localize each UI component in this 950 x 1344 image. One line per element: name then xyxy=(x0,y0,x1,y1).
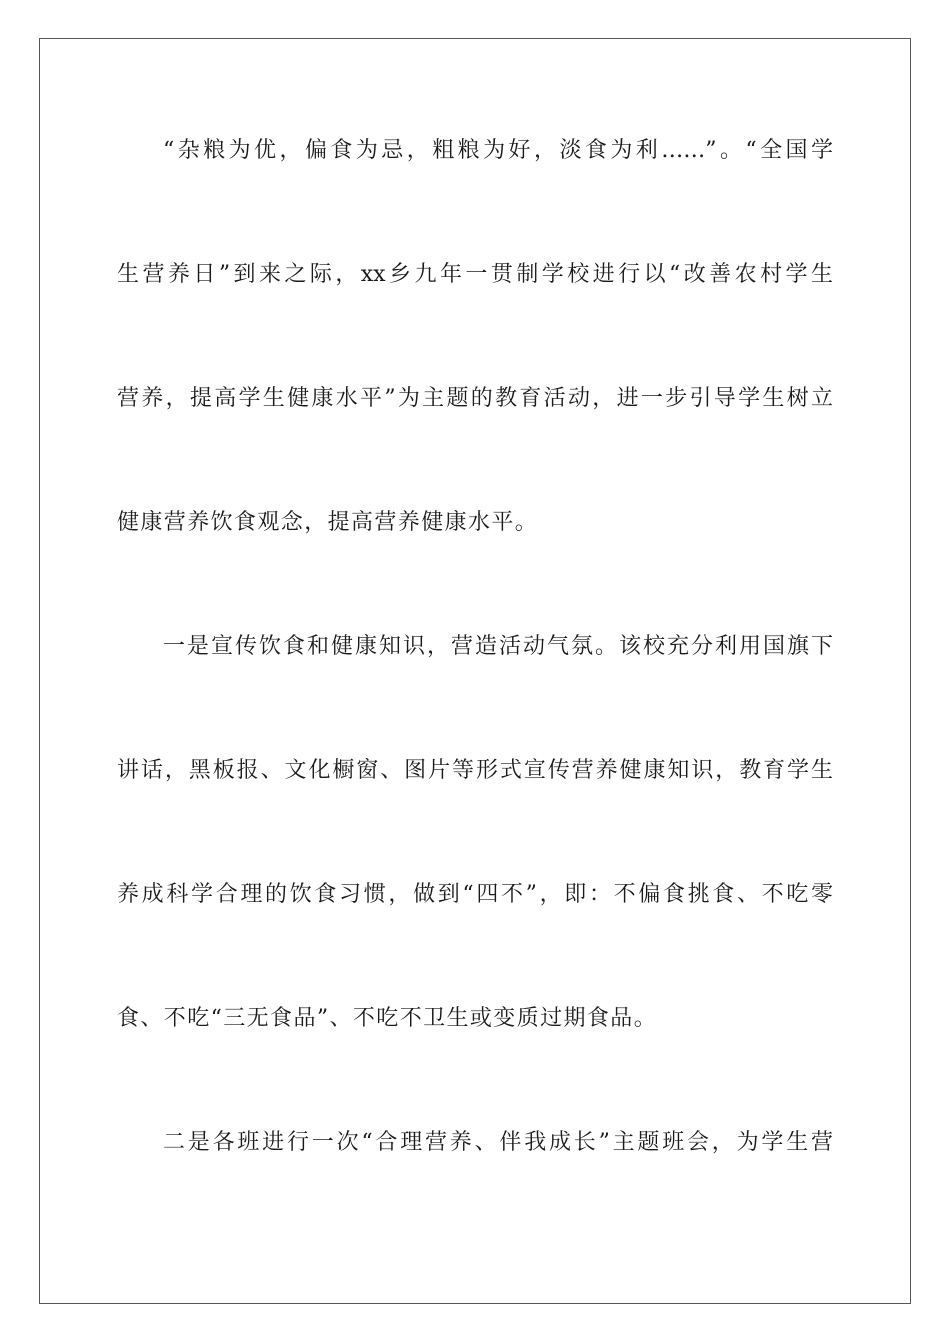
paragraph-2-line-4: 食、不吃“三无食品”、不吃不卫生或变质过期食品。 xyxy=(117,1006,658,1031)
paragraph-1-line-3: 营养，提高学生健康水平”为主题的教育活动，进一步引导学生树立 xyxy=(117,386,833,411)
paragraph-2-line-2: 讲话，黑板报、文化橱窗、图片等形式宣传营养健康知识，教育学生 xyxy=(117,758,833,783)
paragraph-2-line-3: 养成科学合理的饮食习惯，做到“四不”，即：不偏食挑食、不吃零 xyxy=(117,882,833,907)
paragraph-1-line-4: 健康营养饮食观念，提高营养健康水平。 xyxy=(117,510,539,535)
paragraph-1-line-2: 生营养日”到来之际，xx乡九年一贯制学校进行以“改善农村学生 xyxy=(117,262,833,287)
paragraph-2-line-1: 一是宣传饮食和健康知识，营造活动气氛。该校充分利用国旗下 xyxy=(163,634,833,659)
page-border xyxy=(39,38,911,1304)
paragraph-1-line-1: “杂粮为优，偏食为忌，粗粮为好，淡食为利……”。“全国学 xyxy=(163,138,833,163)
paragraph-3-line-1: 二是各班进行一次“合理营养、伴我成长”主题班会，为学生营 xyxy=(163,1130,833,1155)
